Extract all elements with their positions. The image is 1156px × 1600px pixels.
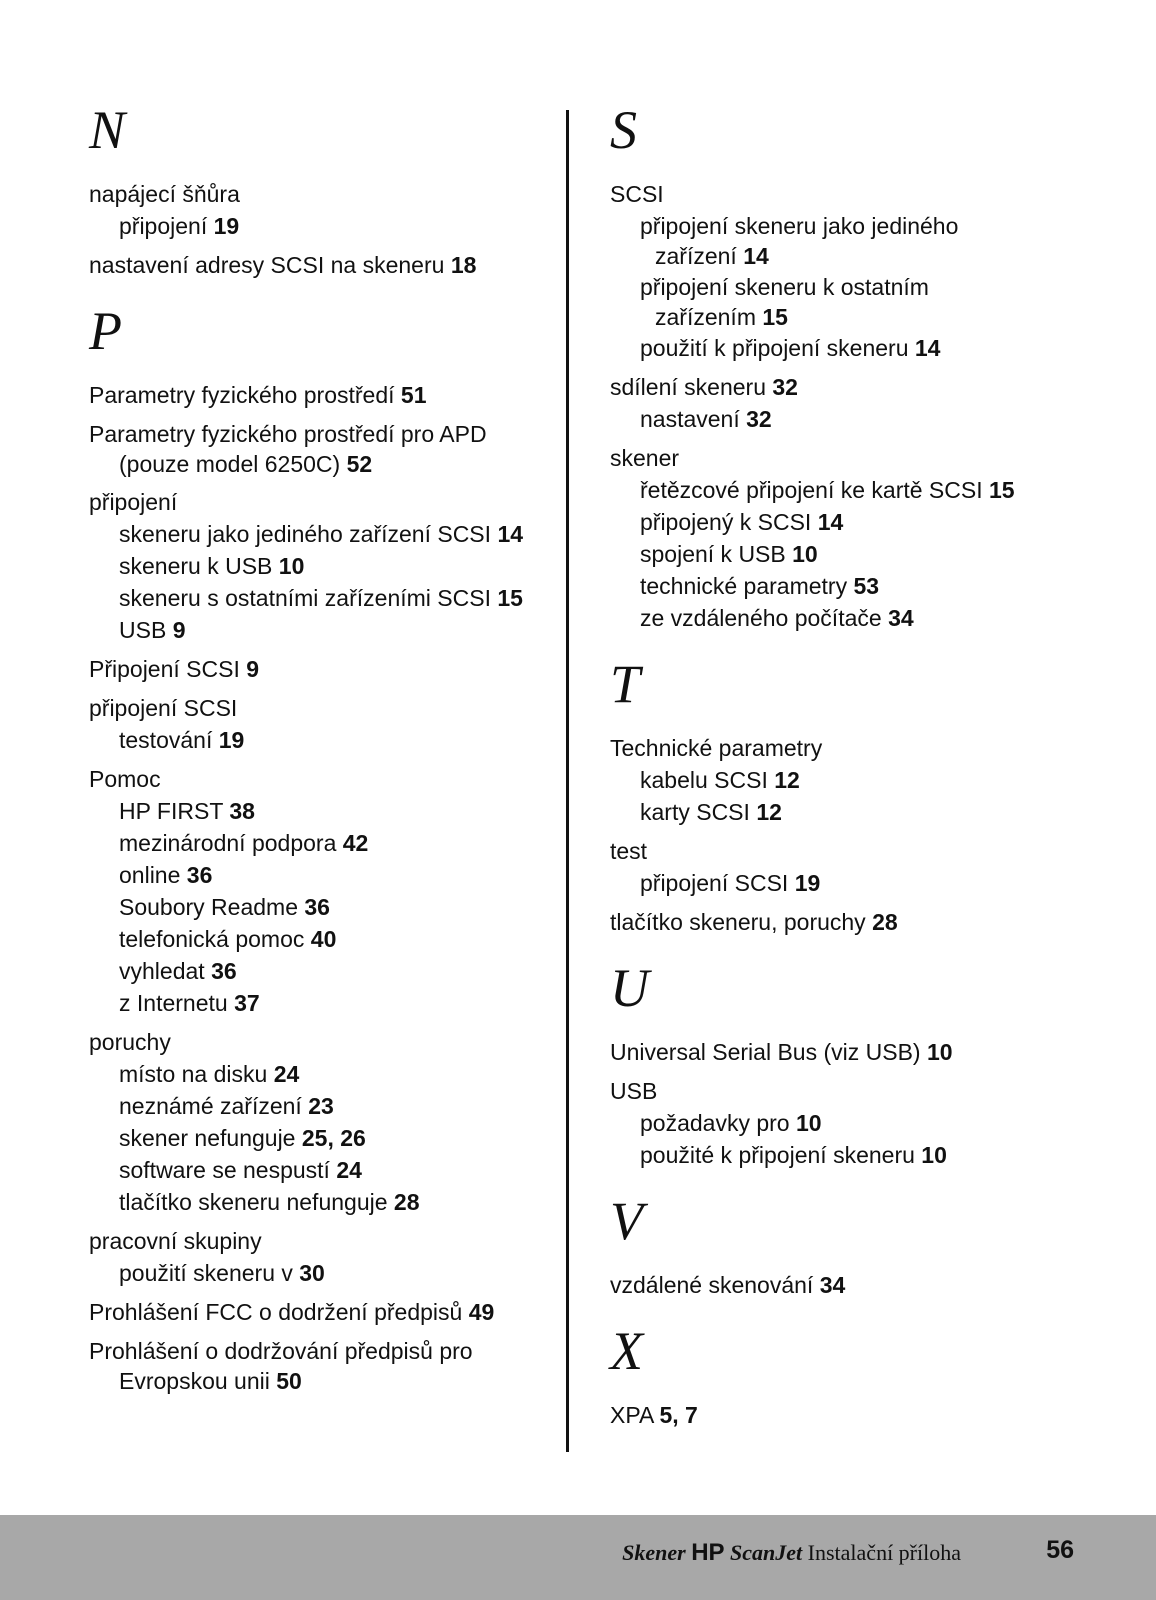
section-letter: X <box>610 1321 643 1381</box>
page-reference: 25, 26 <box>301 1125 366 1151</box>
index-entry <box>610 1075 1140 1171</box>
index-subentry-line <box>89 210 559 242</box>
index-subentry-line <box>89 1058 559 1090</box>
index-subentry-line <box>89 795 559 827</box>
page-reference: 34 <box>888 605 914 631</box>
subentry-term: skeneru jako jediného zařízení SCSI <box>119 521 492 547</box>
subentry-term: nastavení <box>640 406 740 432</box>
index-subentry-line <box>89 891 559 923</box>
entry-term: pracovní skupiny <box>89 1228 262 1254</box>
page-reference: 36 <box>304 894 330 920</box>
page-reference: 9 <box>172 617 186 643</box>
page-reference: 14 <box>914 335 941 361</box>
index-subentry-line <box>89 987 559 1019</box>
index-subentry-line <box>610 303 1140 332</box>
index-section <box>610 654 1140 938</box>
page-reference: 10 <box>792 541 818 567</box>
index-subentries <box>89 1058 559 1218</box>
index-section <box>89 100 559 281</box>
index-subentry-line <box>610 210 1140 242</box>
index-subentry-line <box>89 1154 559 1186</box>
index-subentry-line <box>610 242 1140 271</box>
page-number: 56 <box>1046 1536 1074 1564</box>
entry-term: (pouze model 6250C) <box>119 451 341 477</box>
page-reference: 12 <box>756 799 782 825</box>
index-subentry-line <box>89 550 559 582</box>
index-section <box>89 301 559 1396</box>
page-reference: 10 <box>921 1142 947 1168</box>
page-reference: 19 <box>218 727 245 753</box>
subentry-term: připojený k SCSI <box>640 509 812 535</box>
page-reference: 5, 7 <box>659 1402 698 1428</box>
index-subentry-line <box>610 1139 1140 1171</box>
entry-term: nastavení adresy SCSI na skeneru <box>89 252 445 278</box>
entry-term: Připojení SCSI <box>89 656 240 682</box>
index-entry <box>610 178 1140 364</box>
index-entry <box>89 418 559 479</box>
index-subentries <box>610 764 1140 828</box>
page-reference: 10 <box>795 1110 822 1136</box>
subentry-term: požadavky pro <box>640 1110 790 1136</box>
index-entry-line <box>89 450 559 479</box>
index-entry-line <box>89 1296 559 1328</box>
index-subentry-line <box>610 538 1140 570</box>
index-entry <box>610 835 1140 899</box>
page-reference: 24 <box>273 1061 300 1087</box>
subentry-term: řetězcové připojení ke kartě SCSI <box>640 477 983 503</box>
entry-term: tlačítko skeneru, poruchy <box>610 909 866 935</box>
index-entry-line <box>610 442 1140 474</box>
index-subentry-line <box>89 827 559 859</box>
page-reference: 30 <box>299 1260 325 1286</box>
index-subentries <box>89 210 559 242</box>
page-reference: 42 <box>342 830 369 856</box>
index-entry-line <box>89 1026 559 1058</box>
index-subentries <box>610 210 1140 364</box>
index-entry <box>610 1036 1140 1068</box>
index-section <box>610 1191 1140 1301</box>
page-reference: 53 <box>853 573 880 599</box>
index-subentry-line <box>610 602 1140 634</box>
index-subentry-line <box>89 1122 559 1154</box>
entry-term: Prohlášení FCC o dodržení předpisů <box>89 1299 463 1325</box>
subentry-term: kabelu SCSI <box>640 767 768 793</box>
index-entry-line <box>89 1225 559 1257</box>
section-letter: T <box>610 654 641 714</box>
index-entry <box>89 1335 559 1396</box>
index-subentry-line <box>89 859 559 891</box>
footer-title <box>622 1539 961 1567</box>
subentry-term: testování <box>119 727 213 753</box>
index-subentry-line <box>89 1257 559 1289</box>
index-entry <box>89 249 559 281</box>
index-subentries <box>89 795 559 1019</box>
index-entry-line <box>610 732 1140 764</box>
index-entry <box>610 1269 1140 1301</box>
page-reference: 40 <box>310 926 337 952</box>
entry-term: test <box>610 838 648 864</box>
index-entry-line <box>610 1269 1140 1301</box>
index-subentries <box>610 1107 1140 1171</box>
index-entry-line <box>610 1075 1140 1107</box>
index-entry <box>89 486 559 646</box>
index-section <box>610 1321 1140 1431</box>
index-entry <box>89 1296 559 1328</box>
page-reference: 32 <box>772 374 798 400</box>
subentry-term: HP FIRST <box>119 798 223 824</box>
subentry-term: telefonická pomoc <box>119 926 305 952</box>
entry-term: SCSI <box>610 181 664 207</box>
page-reference: 49 <box>468 1299 495 1325</box>
subentry-term: zařízení <box>655 243 737 269</box>
index-entry <box>89 763 559 1019</box>
page-reference: 9 <box>246 656 260 682</box>
entry-term: napájecí šňůra <box>89 181 240 207</box>
index-entry-line <box>610 906 1140 938</box>
index-entry-line <box>610 178 1140 210</box>
subentry-term: software se nespustí <box>119 1157 330 1183</box>
page-reference: 10 <box>278 553 305 579</box>
index-entry-line <box>89 178 559 210</box>
subentry-term: mezinárodní podpora <box>119 830 337 856</box>
index-subentries <box>89 518 559 646</box>
index-subentry-line <box>610 403 1140 435</box>
index-entry-line <box>89 1367 559 1396</box>
page-reference: 28 <box>872 909 898 935</box>
entry-term: Prohlášení o dodržování předpisů pro <box>89 1338 473 1364</box>
subentry-term: místo na disku <box>119 1061 268 1087</box>
page-reference: 12 <box>774 767 800 793</box>
index-entry <box>610 1399 1140 1431</box>
entry-term: Pomoc <box>89 766 161 792</box>
footer-skener: Skener <box>622 1540 686 1565</box>
index-subentry-line <box>89 923 559 955</box>
subentry-term: skener nefunguje <box>119 1125 296 1151</box>
subentry-term: použité k připojení skeneru <box>640 1142 915 1168</box>
index-entry-line <box>89 486 559 518</box>
subentry-term: vyhledat <box>119 958 205 984</box>
page-reference: 14 <box>497 521 524 547</box>
page-reference: 14 <box>743 243 769 269</box>
page-reference: 32 <box>746 406 772 432</box>
subentry-term: technické parametry <box>640 573 848 599</box>
index-entry-line <box>610 835 1140 867</box>
section-letter: N <box>89 100 126 160</box>
section-letter: S <box>610 100 637 160</box>
entry-term: Parametry fyzického prostředí <box>89 382 395 408</box>
page-reference: 10 <box>926 1039 953 1065</box>
page-reference: 15 <box>989 477 1015 503</box>
footer-hp: HP <box>691 1539 725 1566</box>
entry-term: připojení SCSI <box>89 695 238 721</box>
index-subentries <box>610 403 1140 435</box>
entry-term: XPA <box>610 1402 654 1428</box>
index-subentries <box>89 1257 559 1289</box>
footer-scanjet: ScanJet <box>730 1540 803 1565</box>
page-reference: 36 <box>186 862 213 888</box>
index-subentry-line <box>89 724 559 756</box>
index-entry-line <box>89 1335 559 1367</box>
subentry-term: použití skeneru v <box>119 1260 293 1286</box>
index-subentry-line <box>89 518 559 550</box>
page-reference: 51 <box>400 382 427 408</box>
index-entry <box>89 653 559 685</box>
footer-rest: Instalační příloha <box>807 1540 961 1565</box>
index-entry-line <box>89 763 559 795</box>
index-column-left <box>89 100 559 1403</box>
page-reference: 15 <box>762 304 788 330</box>
entry-term: připojení <box>89 489 178 515</box>
index-subentries <box>89 724 559 756</box>
index-entry <box>610 906 1140 938</box>
index-entry <box>89 379 559 411</box>
entry-term: Evropskou unii <box>119 1368 270 1394</box>
index-subentry-line <box>610 332 1140 364</box>
index-subentry-line <box>610 474 1140 506</box>
subentry-term: skeneru s ostatními zařízeními SCSI <box>119 585 491 611</box>
subentry-term: skeneru k USB <box>119 553 273 579</box>
index-entry <box>610 371 1140 435</box>
page-reference: 19 <box>213 213 240 239</box>
page-reference: 52 <box>346 451 373 477</box>
subentry-term: online <box>119 862 181 888</box>
entry-term: USB <box>610 1078 658 1104</box>
page-reference: 15 <box>497 585 523 611</box>
index-section <box>610 100 1140 634</box>
page-reference: 18 <box>450 252 477 278</box>
index-entry <box>89 692 559 756</box>
index-subentry-line <box>610 506 1140 538</box>
entry-term: poruchy <box>89 1029 171 1055</box>
page-reference: 37 <box>234 990 260 1016</box>
entry-term: Universal Serial Bus (viz USB) <box>610 1039 921 1065</box>
subentry-term: připojení skeneru k ostatním <box>640 274 929 300</box>
entry-term: sdílení skeneru <box>610 374 766 400</box>
index-subentry-line <box>89 1090 559 1122</box>
page-reference: 38 <box>229 798 255 824</box>
index-entry <box>89 1225 559 1289</box>
index-subentry-line <box>610 271 1140 303</box>
index-subentry-line <box>610 764 1140 796</box>
section-letter: V <box>610 1191 643 1251</box>
index-subentry-line <box>610 570 1140 602</box>
subentry-term: z Internetu <box>119 990 228 1016</box>
index-subentry-line <box>610 867 1140 899</box>
entry-term: vzdálené skenování <box>610 1272 814 1298</box>
section-letter: P <box>89 301 122 361</box>
index-entry-line <box>610 1399 1140 1431</box>
subentry-term: neznámé zařízení <box>119 1093 302 1119</box>
index-entry-line <box>89 249 559 281</box>
index-entry-line <box>89 692 559 724</box>
index-subentry-line <box>610 796 1140 828</box>
index-entry-line <box>89 418 559 450</box>
subentry-term: tlačítko skeneru nefunguje <box>119 1189 388 1215</box>
index-entry <box>89 178 559 242</box>
subentry-term: použití k připojení skeneru <box>640 335 909 361</box>
index-subentries <box>610 474 1140 634</box>
entry-term: Parametry fyzického prostředí pro APD <box>89 421 487 447</box>
subentry-term: ze vzdáleného počítače <box>640 605 882 631</box>
section-letter: U <box>610 958 649 1018</box>
index-subentry-line <box>610 1107 1140 1139</box>
subentry-term: připojení <box>119 213 208 239</box>
entry-term: skener <box>610 445 680 471</box>
page-reference: 34 <box>819 1272 846 1298</box>
index-section <box>610 958 1140 1171</box>
index-entry-line <box>610 371 1140 403</box>
page-reference: 14 <box>817 509 844 535</box>
page-reference: 36 <box>211 958 237 984</box>
index-entry-line <box>89 379 559 411</box>
page-reference: 23 <box>308 1093 334 1119</box>
subentry-term: zařízením <box>655 304 756 330</box>
subentry-term: USB <box>119 617 167 643</box>
index-entry-line <box>89 653 559 685</box>
index-subentry-line <box>89 582 559 614</box>
page-footer <box>0 1515 1156 1600</box>
index-subentry-line <box>89 1186 559 1218</box>
column-divider <box>566 110 569 1452</box>
index-subentry-line <box>89 614 559 646</box>
subentry-term: připojení skeneru jako jediného <box>640 213 959 239</box>
index-subentries <box>610 867 1140 899</box>
entry-term: Technické parametry <box>610 735 823 761</box>
index-column-right <box>610 100 1140 1438</box>
index-subentry-line <box>89 955 559 987</box>
page-reference: 50 <box>276 1368 302 1394</box>
index-entry <box>610 442 1140 634</box>
page-reference: 19 <box>794 870 821 896</box>
page-reference: 24 <box>336 1157 362 1183</box>
subentry-term: karty SCSI <box>640 799 750 825</box>
index-entry <box>610 732 1140 828</box>
subentry-term: spojení k USB <box>640 541 786 567</box>
subentry-term: Soubory Readme <box>119 894 298 920</box>
subentry-term: připojení SCSI <box>640 870 789 896</box>
page-reference: 28 <box>393 1189 420 1215</box>
index-entry-line <box>610 1036 1140 1068</box>
index-entry <box>89 1026 559 1218</box>
